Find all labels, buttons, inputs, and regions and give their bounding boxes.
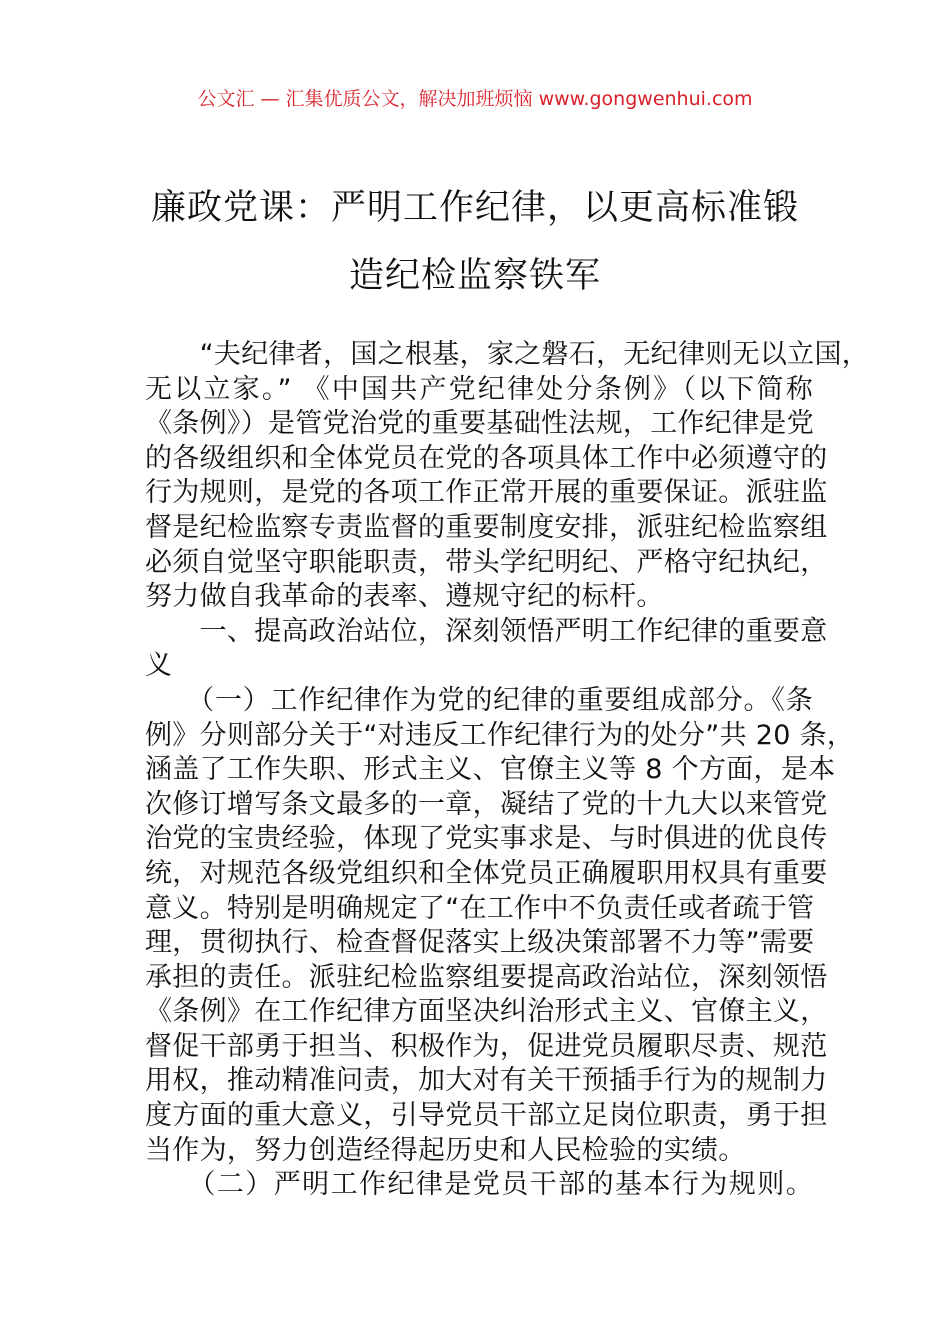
body-line: 承担的责任。派驻纪检监察组要提高政治站位，深刻领悟 [145,961,828,993]
body-line: 督促干部勇于担当、积极作为，促进党员履职尽责、规范 [145,1030,828,1062]
document-title-line-2: 造纪检监察铁军 [348,256,601,296]
body-line: 治党的宝贵经验，体现了党实事求是、与时俱进的优良传 [145,823,828,855]
body-line: 《条例》）是管党治党的重要基础性法规，工作纪律是党 [145,408,814,440]
section-heading-line: 义 [145,650,173,682]
body-line: 意义。特别是明确规定了“在工作中不负责任或者疏于管 [145,892,815,924]
document-title-line-1: 廉政党课：严明工作纪律，以更高标准锻 [150,188,799,228]
body-line: 度方面的重大意义，引导党员干部立足岗位职责，勇于担 [145,1100,828,1132]
subsection-heading-line: （一）工作纪律作为党的纪律的重要组成部分。《条 [145,684,813,716]
document-body [145,338,870,1203]
body-line: 理，贯彻执行、检查督促落实上级决策部署不力等”需要 [145,927,815,959]
body-line: 的各级组织和全体党员在党的各项具体工作中必须遵守的 [145,442,828,474]
body-line: 当作为，努力创造经得起历史和人民检验的实绩。 [145,1134,746,1166]
body-line: 涵盖了工作失职、形式主义、官僚主义等 8 个方面，是本 [145,754,836,786]
body-line: 《条例》在工作纪律方面坚决纠治形式主义、官僚主义， [145,996,828,1028]
body-line: 无以立家。” 《中国共产党纪律处分条例》（以下简称 [145,373,813,405]
body-line: 用权，推动精准问责，加大对有关干预插手行为的规制力 [145,1065,828,1097]
subsection-heading-line: （二）严明工作纪律是党员干部的基本行为规则。 [145,1169,813,1201]
body-line: 努力做自我革命的表率、遵规守纪的标杆。 [145,581,664,613]
body-line: 必须自觉坚守职能职责，带头学纪明纪、严格守纪执纪， [145,546,828,578]
body-line: “夫纪律者，国之根基，家之磐石，无纪律则无以立国， [145,339,870,370]
body-line: 例》分则部分关于“对违反工作纪律行为的处分”共 20 条， [145,719,855,751]
body-line: 督是纪检监察专责监督的重要制度安排，派驻纪检监察组 [145,511,828,543]
body-line: 行为规则，是党的各项工作正常开展的重要保证。派驻监 [145,477,828,509]
body-line: 次修订增写条文最多的一章，凝结了党的十九大以来管党 [145,788,828,820]
section-heading-line: 一、提高政治站位，深刻领悟严明工作纪律的重要意 [145,615,828,647]
site-banner: 公文汇 — 汇集优质公文，解决加班烦恼 www.gongwenhui.com [197,88,753,110]
body-line: 统，对规范各级党组织和全体党员正确履职用权具有重要 [145,857,828,889]
